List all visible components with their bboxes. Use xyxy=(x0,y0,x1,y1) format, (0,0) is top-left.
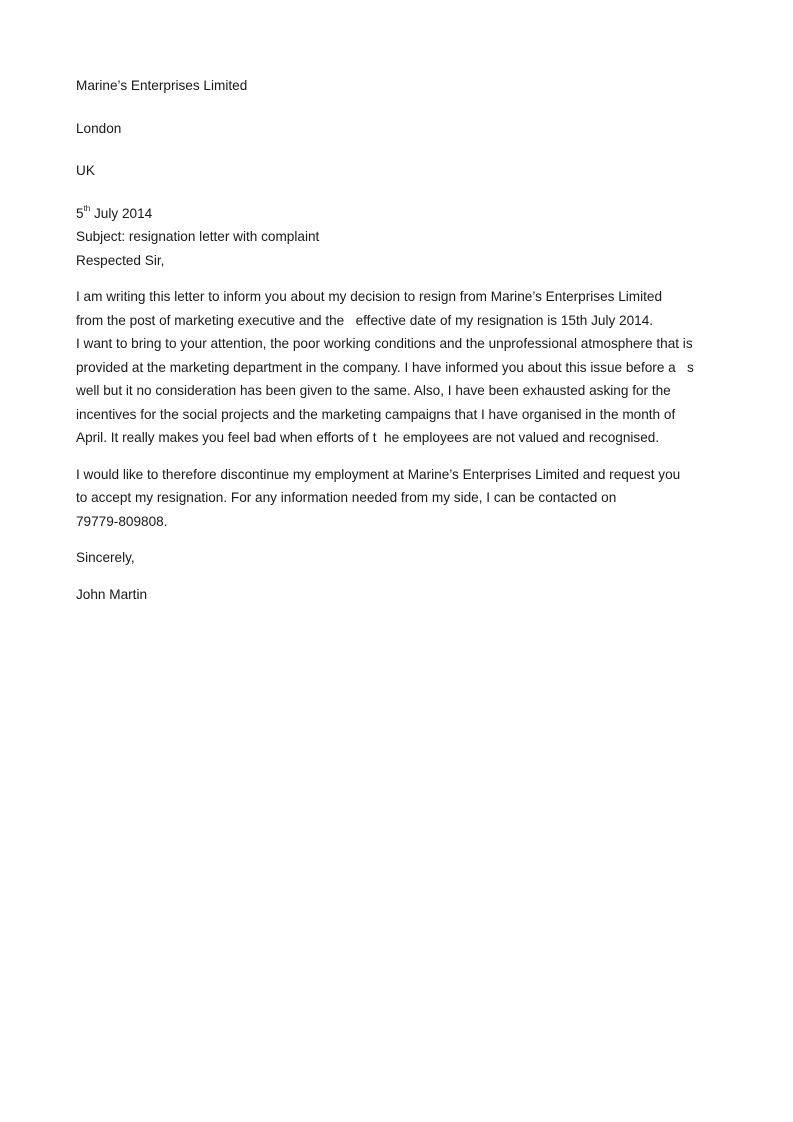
date-rest: July 2014 xyxy=(90,205,153,221)
paragraph-line: from the post of marketing executive and the effective date of my resignation is 15th July 2014. xyxy=(76,312,654,328)
paragraph-2 xyxy=(76,463,681,534)
paragraph-line: 79779-809808. xyxy=(76,513,168,529)
paragraph-1 xyxy=(76,285,694,450)
letter-date xyxy=(76,202,676,226)
date-day: 5 xyxy=(76,205,84,221)
signature-name: John Martin xyxy=(76,586,148,602)
date-suffix: th xyxy=(83,203,91,213)
paragraph-line: April. It really makes you feel bad when efforts of t he employees are not valued and recognised. xyxy=(76,430,660,445)
paragraph-line: incentives for the social projects and the marketing campaigns that I have organised in the month of xyxy=(76,406,676,422)
paragraph-line: I am writing this letter to inform you about my decision to resign from Marine’s Enterprises Limited xyxy=(76,289,663,304)
paragraph-line: well but it no consideration has been given to the same. Also, I have been exhausted asking for the xyxy=(76,383,671,398)
salutation: Respected Sir, xyxy=(76,252,165,268)
paragraph-line: I want to bring to your attention, the poor working conditions and the unprofessional atmosphere that is xyxy=(76,336,693,351)
city: London xyxy=(76,120,122,136)
company-name: Marine’s Enterprises Limited xyxy=(76,78,248,93)
country: UK xyxy=(76,163,95,178)
paragraph-line: provided at the marketing department in the company. I have informed you about this issue before a s xyxy=(76,359,694,375)
letter-page xyxy=(76,74,694,606)
paragraph-line: I would like to therefore discontinue my employment at Marine’s Enterprises Limited and request you xyxy=(76,466,681,482)
paragraph-line: to accept my resignation. For any information needed from my side, I can be contacted on xyxy=(76,490,617,505)
subject-line: Subject: resignation letter with complaint xyxy=(76,229,320,244)
closing: Sincerely, xyxy=(76,550,135,565)
